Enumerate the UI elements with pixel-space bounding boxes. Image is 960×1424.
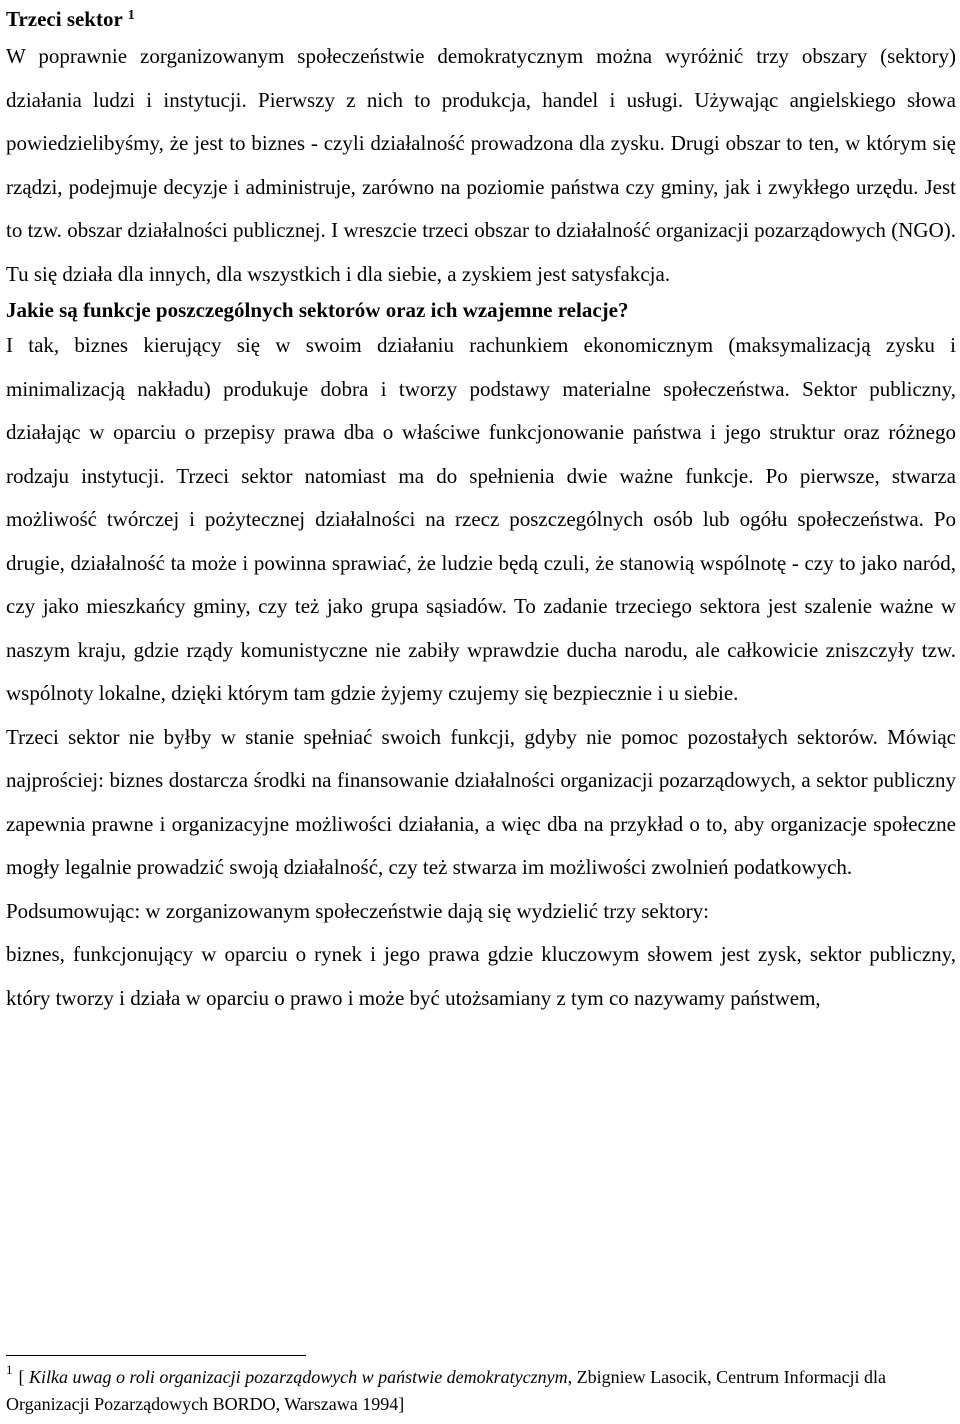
paragraph-summary-list: biznes, funkcjonujący w oparciu o rynek i jego prawa gdzie kluczowym słowem jest zysk, sektor publiczny, który tworzy i działa w oparciu o prawo i może być utożsamiany z tym co nazywamy państwem,	[6, 942, 956, 1010]
title-text: Trzeci sektor	[6, 7, 123, 31]
footnote-work-title: Kilka uwag o roli organizacji pozarządowych w państwie demokratycznym	[29, 1367, 568, 1387]
section-heading-question: Jakie są funkcje poszczególnych sektorów oraz ich wzajemne relacje?	[6, 298, 629, 322]
footnote-number: 1	[6, 1362, 13, 1377]
paragraph-summary-intro: Podsumowując: w zorganizowanym społeczeństwie dają się wydzielić trzy sektory:	[6, 898, 709, 923]
footnote-divider	[6, 1355, 306, 1356]
paragraph-functions: I tak, biznes kierujący się w swoim działaniu rachunkiem ekonomicznym (maksymalizacją zysku i minimalizacją nakładu) produkuje dobra i tworzy podstawy materialne społeczeństwa. Sektor publiczny, działając w oparciu o przepisy prawa dba o właściwe funkcjonowanie państwa i jego struktur oraz różnego rodzaju instytucji. Trzeci sektor natomiast ma do spełnienia dwie ważne funkcje. Po pierwsze, stwarza możliwość twórczej i pożytecznej działalności na rzecz poszczególnych osób lub ogółu społeczeństwa. Po drugie, działalność ta może i powinna sprawiać, że ludzie będą czuli, że stanowią wspólnotę - czy to jako naród, czy jako mieszkańcy gminy, czy też jako grupa sąsiadów. To zadanie trzeciego sektora jest szalenie ważne w naszym kraju, gdzie rządy komunistyczne nie zabiły wprawdzie ducha narodu, ale całkowicie zniszczyły tzw. wspólnoty lokalne, dzięki którym tam gdzie żyjemy czujemy się bezpiecznie i u siebie.	[6, 333, 956, 705]
footnote-open-bracket: [	[18, 1367, 25, 1387]
paragraph-intro: W poprawnie zorganizowanym społeczeństwie demokratycznym można wyróżnić trzy obszary (sektory) działania ludzi i instytucji. Pierwszy z nich to produkcja, handel i usługi. Używając angielskiego słowa powiedzielibyśmy, że jest to biznes - czyli działalność prowadzona dla zysku. Drugi obszar to ten, w którym się rządzi, podejmuje decyzje i administruje, zarówno na poziomie państwa czy gminy, jak i zwykłego urzędu. Jest to tzw. obszar działalności publicznej. I wreszcie trzeci obszar to działalność organizacji pozarządowych (NGO). Tu się działa dla innych, dla wszystkich i dla siebie, a zyskiem jest satysfakcja.	[6, 44, 956, 286]
document-title	[6, 0, 956, 34]
document-page	[6, 0, 956, 1020]
footnote-citation-rest: , Zbigniew Lasocik, Centrum Informacji dla Organizacji Pozarządowych BORDO, Warszawa 1994]	[6, 1367, 887, 1414]
paragraph-dependency: Trzeci sektor nie byłby w stanie spełniać swoich funkcji, gdyby nie pomoc pozostałych sektorów. Mówiąc najprościej: biznes dostarcza środki na finansowanie działalności organizacji pozarządowych, a sektor publiczny zapewnia prawne i organizacyjne możliwości działania, a więc dba na przykład o to, aby organizacje społeczne mogły legalnie prowadzić swoją działalność, czy też stwarza im możliwości zwolnień podatkowych.	[6, 724, 956, 879]
footnote	[6, 1364, 946, 1418]
title-footnote-ref[interactable]: 1	[127, 8, 135, 23]
